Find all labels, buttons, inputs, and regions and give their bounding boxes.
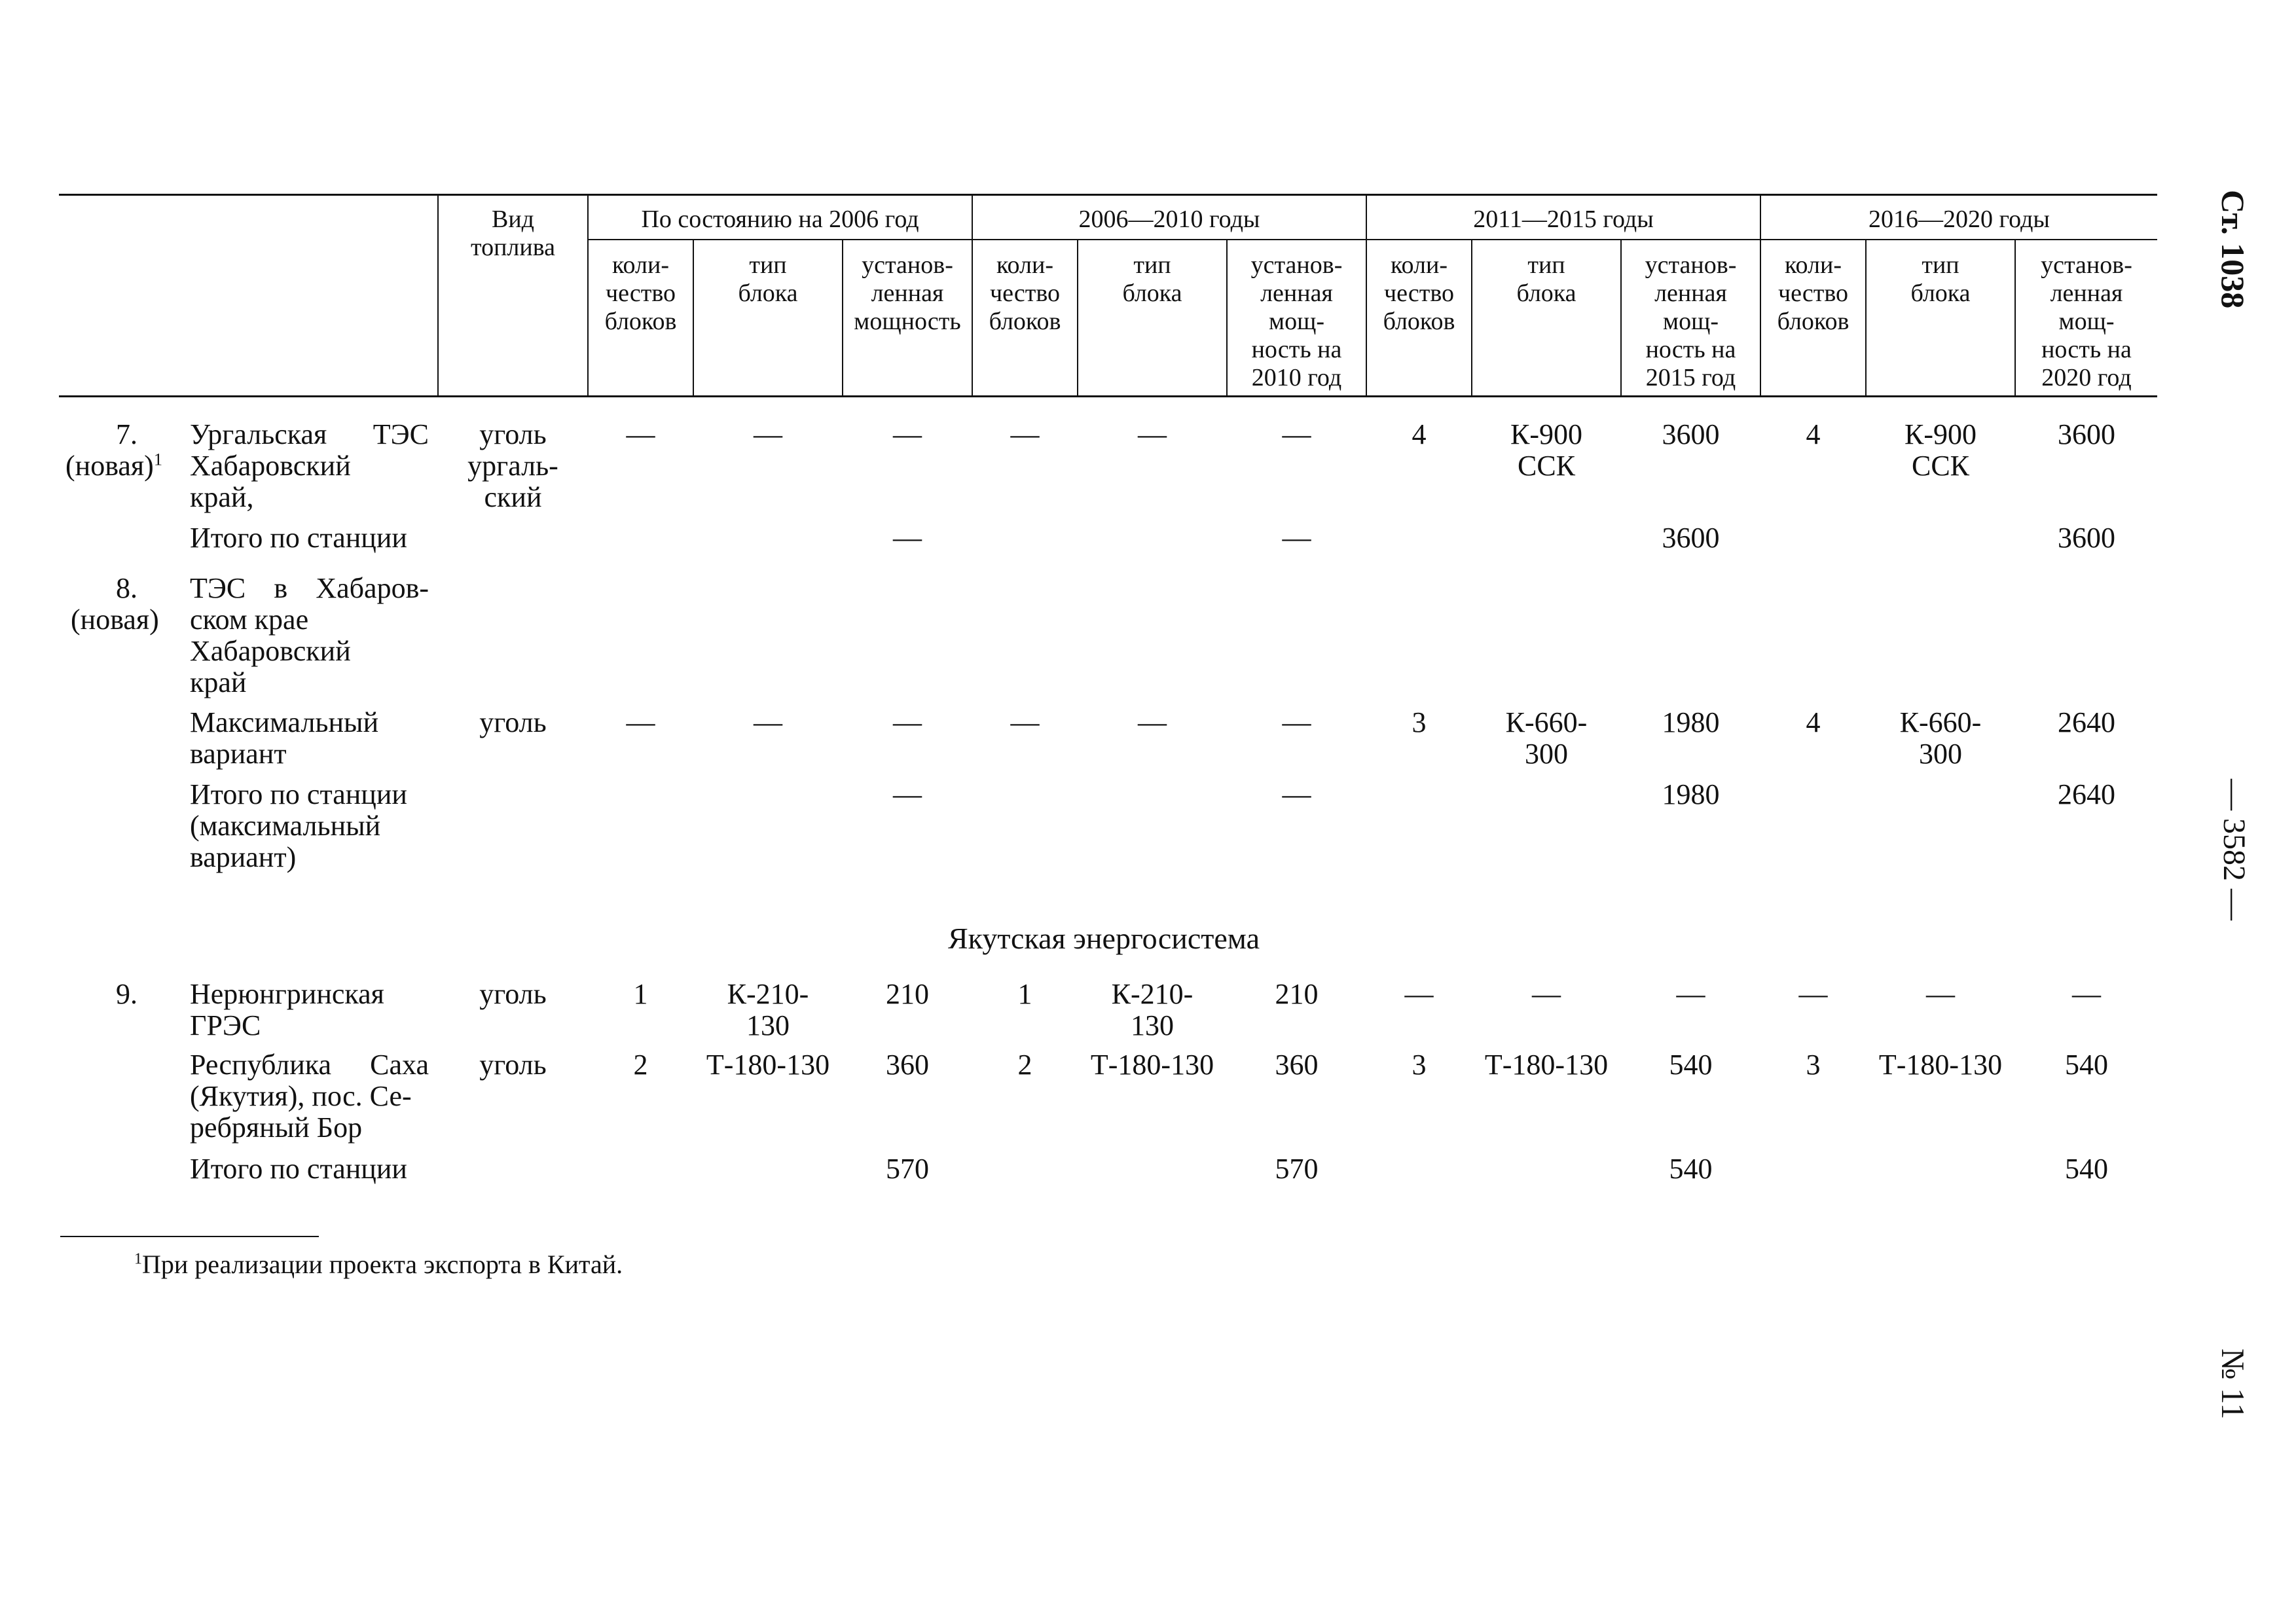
row-number: 9.	[116, 978, 137, 1010]
total-capacity-2006: —	[893, 778, 922, 810]
header-type: тип блока	[1516, 251, 1576, 307]
table-top-rule	[59, 194, 2157, 196]
station-total-label: Итого по станции	[190, 1153, 407, 1185]
type-2010: К-210- 130	[1111, 978, 1194, 1041]
capacity-2015: —	[1676, 978, 1705, 1010]
capacity-2010: 360	[1275, 1049, 1319, 1081]
qty-2020: 3	[1806, 1049, 1821, 1081]
total-capacity-2015: 540	[1669, 1153, 1713, 1185]
capacity-2020: 2640	[2058, 706, 2115, 738]
type-2006: —	[754, 418, 782, 450]
type-2006: —	[754, 706, 782, 738]
header-group-2006: По состоянию на 2006 год	[641, 206, 919, 233]
header-qty: коли- чество блоков	[1383, 251, 1455, 335]
total-capacity-2015: 3600	[1662, 522, 1720, 554]
type-2020: Т-180-130	[1878, 1049, 2003, 1081]
capacity-2020: 540	[2065, 1049, 2108, 1081]
total-capacity-2010: —	[1282, 522, 1311, 554]
type-2015: Т-180-130	[1484, 1049, 1609, 1081]
header-type: тип блока	[738, 251, 798, 307]
capacity-2015: 540	[1669, 1049, 1713, 1081]
total-capacity-2010: —	[1282, 778, 1311, 810]
qty-2006: —	[626, 418, 655, 450]
header-fuel: Вид топлива	[470, 206, 556, 261]
type-2015: К-660- 300	[1505, 706, 1588, 770]
qty-2010: 2	[1017, 1049, 1032, 1081]
fuel-type: уголь	[479, 978, 547, 1010]
header-group-rule	[587, 239, 2157, 240]
variant-label: Максимальный вариант	[190, 706, 379, 770]
type-2010: —	[1138, 706, 1167, 738]
type-2010: —	[1138, 418, 1167, 450]
station-name: ТЭС в Хабаров- ском крае Хабаровский край	[190, 572, 429, 698]
capacity-2020: —	[2072, 978, 2101, 1010]
header-qty: коли- чество блоков	[989, 251, 1061, 335]
type-2015: —	[1532, 978, 1561, 1010]
header-group-2011-2015: 2011—2015 годы	[1473, 206, 1654, 233]
capacity-2006: —	[893, 418, 922, 450]
header-qty: коли- чество блоков	[1777, 251, 1850, 335]
capacity-2006: 210	[886, 978, 929, 1010]
qty-2020: —	[1798, 978, 1828, 1010]
capacity-2015: 1980	[1662, 706, 1720, 738]
header-capacity-2006: установ- ленная мощность	[854, 251, 961, 335]
qty-2015: 4	[1412, 418, 1427, 450]
capacity-2010: —	[1282, 418, 1311, 450]
fuel-type: уголь	[479, 706, 547, 738]
issue-number: № 11	[2215, 1348, 2251, 1420]
qty-2010: 1	[1017, 978, 1032, 1010]
station-location: Республика Саха (Якутия), пос. Се- ребряный Бор	[190, 1049, 429, 1144]
header-type: тип блока	[1910, 251, 1971, 307]
qty-2020: 4	[1806, 706, 1821, 738]
qty-2006: —	[626, 706, 655, 738]
fuel-type: уголь ургаль- ский	[467, 418, 558, 513]
qty-2020: 4	[1806, 418, 1821, 450]
row-number: 8.	[116, 572, 137, 604]
qty-2006: 2	[633, 1049, 648, 1081]
total-capacity-2015: 1980	[1662, 778, 1720, 810]
row-number: 7.	[116, 418, 137, 450]
station-name: Ургальская ТЭС Хабаровский край,	[190, 418, 429, 513]
footnote-mark: 1	[153, 449, 163, 469]
fuel-type: уголь	[479, 1049, 547, 1081]
total-capacity-2020: 540	[2065, 1153, 2108, 1185]
total-capacity-2006: 570	[886, 1153, 929, 1185]
capacity-2020: 3600	[2058, 418, 2115, 450]
capacity-2015: 3600	[1662, 418, 1720, 450]
capacity-2010: —	[1282, 706, 1311, 738]
station-total-label: Итого по станции (максимальный вариант)	[190, 778, 407, 873]
type-2006: Т-180-130	[706, 1049, 830, 1081]
total-capacity-2020: 2640	[2058, 778, 2115, 810]
header-type: тип блока	[1122, 251, 1182, 307]
footnote: $^1$При реализации проекта экспорта в Китай.	[134, 1250, 623, 1279]
type-2006: К-210- 130	[727, 978, 809, 1041]
total-capacity-2020: 3600	[2058, 522, 2115, 554]
section-title: Якутская энергосистема	[947, 922, 1260, 955]
header-capacity-2010: установ- ленная мощ- ность на 2010 год	[1250, 251, 1343, 391]
qty-2015: 3	[1412, 1049, 1427, 1081]
capacity-2006: —	[893, 706, 922, 738]
qty-2010: —	[1010, 418, 1040, 450]
header-bottom-rule	[59, 395, 2157, 397]
qty-2015: 3	[1412, 706, 1427, 738]
qty-2006: 1	[633, 978, 648, 1010]
total-capacity-2006: —	[893, 522, 922, 554]
capacity-2010: 210	[1275, 978, 1319, 1010]
header-capacity-2015: установ- ленная мощ- ность на 2015 год	[1645, 251, 1737, 391]
station-name: Нерюнгринская ГРЭС	[190, 978, 384, 1041]
header-qty: коли- чество блоков	[604, 251, 677, 335]
station-total-label: Итого по станции	[190, 522, 407, 554]
header-group-2016-2020: 2016—2020 годы	[1868, 206, 2050, 233]
page-number: — 3582 —	[2217, 779, 2251, 920]
qty-2015: —	[1404, 978, 1434, 1010]
footnote-mark: 1	[134, 1250, 142, 1268]
row-number-note: (новая)$^1$	[65, 449, 163, 482]
footnote-rule	[60, 1236, 319, 1237]
header-group-2006-2010: 2006—2010 годы	[1078, 206, 1260, 233]
type-2020: —	[1926, 978, 1955, 1010]
type-2010: Т-180-130	[1090, 1049, 1214, 1081]
capacity-2006: 360	[886, 1049, 929, 1081]
type-2015: К-900 ССК	[1510, 418, 1582, 482]
type-2020: К-900 ССК	[1904, 418, 1977, 482]
row-number-note: (новая)	[71, 604, 159, 636]
total-capacity-2010: 570	[1275, 1153, 1319, 1185]
type-2020: К-660- 300	[1899, 706, 1982, 770]
header-capacity-2020: установ- ленная мощ- ность на 2020 год	[2041, 251, 2132, 391]
qty-2010: —	[1010, 706, 1040, 738]
page-reference: Ст. 1038	[2215, 190, 2251, 309]
